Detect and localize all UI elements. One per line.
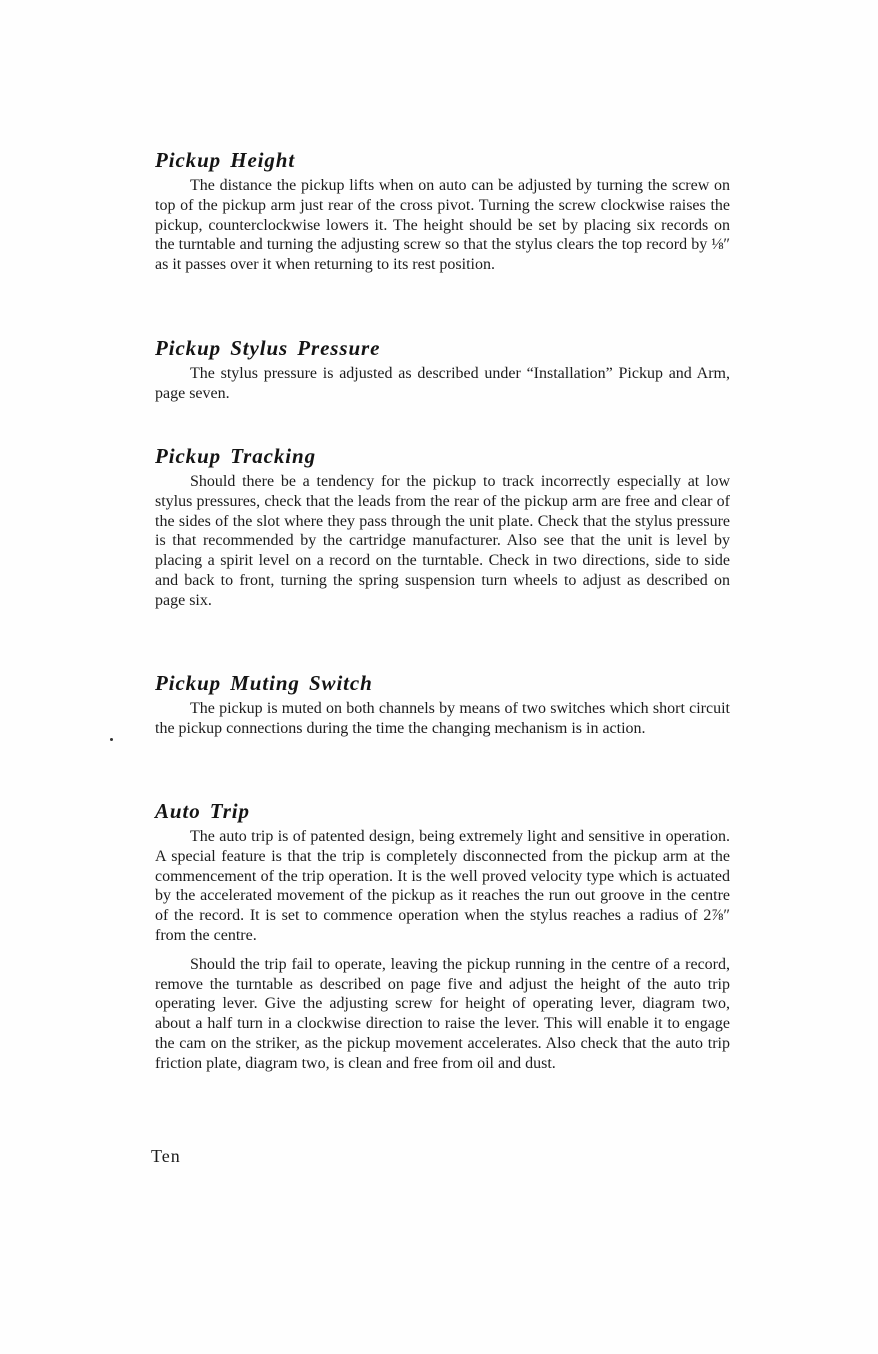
section-pickup-tracking — [155, 444, 730, 611]
section-heading: Pickup Muting Switch — [155, 671, 373, 695]
section-pickup-muting-switch — [155, 671, 730, 739]
section-paragraph: The distance the pickup lifts when on auto can be adjusted by turning the screw on top of the pickup arm just rear of the cross pivot. Turning the screw clockwise raises the pickup, counterclockwise lowers it. The height should be set by placing six records on the turntable and turning the adjusting screw so that the stylus clears the top record by ⅛″ as it passes over it when returning to its rest position. — [155, 177, 730, 274]
section-paragraph: The pickup is muted on both channels by means of two switches which short circuit the pickup connections during the time the changing mechanism is in action. — [155, 700, 730, 737]
section-paragraph: The auto trip is of patented design, being extremely light and sensitive in operation. A special feature is that the trip is completely disconnected from the pickup arm at the commencement of the trip operation. It is the well proved velocity type which is actuated by the accelerated movement of the pickup as it reaches the run out groove in the centre of the record. It is set to commence operation when the stylus reaches a radius of 2⅞″ from the centre. — [155, 828, 730, 944]
section-auto-trip — [155, 799, 730, 1074]
section-heading: Pickup Height — [155, 148, 296, 172]
section-pickup-height — [155, 148, 730, 275]
section-heading: Auto Trip — [155, 799, 250, 823]
print-speck — [110, 738, 113, 741]
section-pickup-stylus-pressure — [155, 336, 730, 404]
section-heading: Pickup Stylus Pressure — [155, 336, 381, 360]
section-paragraph: Should there be a tendency for the pickup to track incorrectly especially at low stylus pressures, check that the leads from the rear of the pickup arm are free and clear of the sides of the slot where they pass through the unit plate. Check that the stylus pressure is that recommended by the cartridge manufacturer. Also see that the unit is level by placing a spirit level on a record on the turntable. Check in two directions, side to side and back to front, turning the spring suspension turn wheels to adjust as described on page six. — [155, 473, 730, 609]
section-paragraph: Should the trip fail to operate, leaving the pickup running in the centre of a record, remove the turntable as described on page five and adjust the height of the auto trip operating lever. Give the adjusting screw for height of operating lever, diagram two, about a half turn in a clockwise direction to raise the lever. This will enable it to engage the cam on the striker, as the pickup movement accelerates. Also check that the auto trip friction plate, diagram two, is clean and free from oil and dust. — [155, 955, 730, 1072]
section-paragraph: The stylus pressure is adjusted as described under “Installation” Pickup and Arm, page seven. — [155, 365, 730, 402]
page-number: Ten — [151, 1146, 181, 1166]
section-heading: Pickup Tracking — [155, 444, 316, 468]
